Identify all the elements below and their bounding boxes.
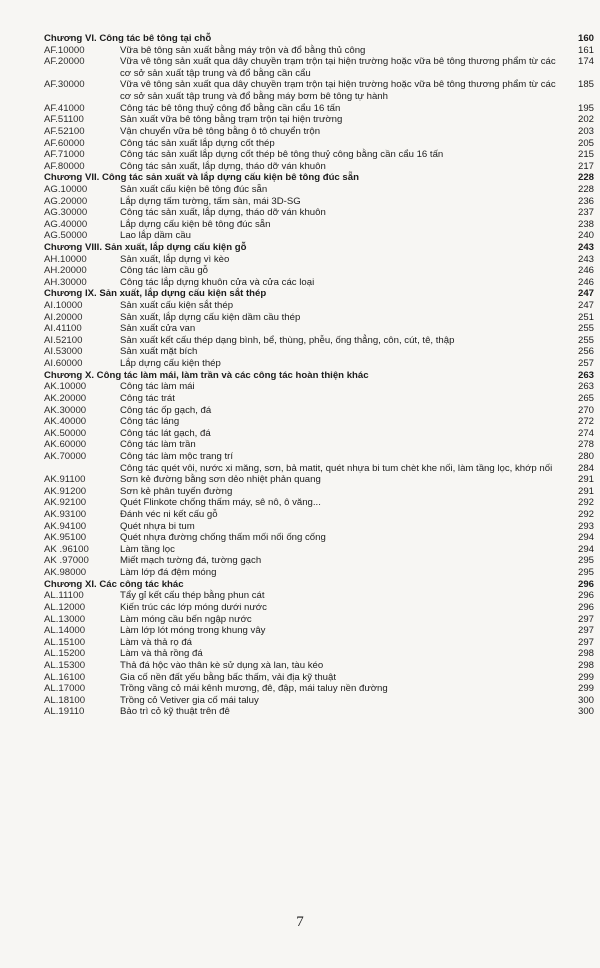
entry-title: Làm và thả rọ đá [120, 636, 192, 648]
entry-code: AK.70000 [44, 450, 87, 462]
entry-page-number: 295 [577, 567, 594, 579]
toc-entry [44, 463, 594, 475]
entry-code: AK.60000 [44, 439, 87, 451]
entry-title: Kiến trúc các lớp móng dưới nước [120, 601, 267, 613]
entry-page-number: 160 [577, 33, 594, 44]
chapter-heading [44, 370, 594, 382]
entry-code: AF.52100 [44, 125, 85, 137]
entry-code: AK.93100 [44, 509, 87, 521]
toc-entry [44, 45, 594, 57]
toc-entry [44, 602, 594, 614]
entry-page-number: 300 [577, 706, 594, 718]
entry-page-number: 228 [577, 183, 594, 195]
entry-code: AL.16100 [44, 671, 86, 683]
toc-entry [44, 672, 594, 684]
entry-title: Sản xuất cửa van [120, 323, 196, 335]
toc-entry [44, 196, 594, 208]
entry-page-number: 297 [577, 613, 594, 625]
entry-page-number: 278 [577, 439, 594, 451]
entry-title: Lao lắp dầm cầu [120, 230, 191, 242]
entry-page-number: 228 [577, 172, 594, 184]
toc-entry [44, 161, 594, 173]
toc-entry [44, 497, 594, 509]
toc-entry [44, 277, 594, 289]
entry-code: AK.94100 [44, 520, 87, 532]
entry-title: Làm tầng lọc [120, 543, 175, 555]
entry-page-number: 251 [577, 311, 594, 323]
entry-code: AF.10000 [44, 44, 85, 56]
entry-code: AK.98000 [44, 567, 87, 579]
toc-entry [44, 254, 594, 266]
toc-entry [44, 219, 594, 231]
toc-entry [44, 207, 594, 219]
entry-code: AI.20000 [44, 311, 83, 323]
entry-title: Gia cố nền đất yếu bằng bấc thấm, vải địa kỹ thuật [120, 671, 336, 683]
page-number: 7 [296, 914, 304, 930]
entry-code: AI.52100 [44, 334, 83, 346]
entry-code: AI.53000 [44, 346, 83, 358]
entry-title: Tẩy gỉ kết cấu thép bằng phun cát [120, 590, 265, 602]
entry-page-number: 295 [577, 555, 594, 567]
entry-page-number: 215 [577, 149, 594, 161]
entry-page-number: 297 [577, 636, 594, 648]
entry-code: AF.80000 [44, 160, 85, 172]
entry-code: AK.92100 [44, 497, 87, 509]
entry-title: Thả đá hộc vào thân kè sử dụng xà lan, tàu kéo [120, 659, 324, 671]
entry-code: AH.20000 [44, 265, 87, 277]
entry-title: Công tác láng [120, 416, 180, 428]
table-of-contents [44, 33, 594, 718]
entry-title: Làm và thả rồng đá [120, 648, 203, 660]
entry-page-number: 274 [577, 427, 594, 439]
entry-code: AF.60000 [44, 137, 85, 149]
entry-code: AH.30000 [44, 276, 87, 288]
entry-title: Công tác sản xuất lắp dựng cốt thép [120, 137, 275, 149]
toc-entry [44, 56, 594, 79]
entry-code: AL.11100 [44, 590, 84, 602]
entry-title: Làm lớp đá đệm móng [120, 567, 217, 579]
entry-code: AI.60000 [44, 358, 83, 370]
toc-entry [44, 405, 594, 417]
entry-page-number: 297 [577, 625, 594, 637]
toc-entry [44, 184, 594, 196]
entry-code: AK .96100 [44, 543, 89, 555]
toc-entry [44, 393, 594, 405]
entry-code: AL.18100 [44, 694, 86, 706]
entry-title: Công tác sản xuất, lắp dựng, tháo dỡ ván khuôn [120, 160, 326, 172]
toc-entry [44, 103, 594, 115]
toc-entry [44, 79, 594, 102]
entry-code: AL.15200 [44, 648, 86, 660]
toc-entry [44, 428, 594, 440]
entry-page-number: 237 [577, 207, 594, 219]
chapter-heading [44, 288, 594, 300]
entry-code: AG.20000 [44, 195, 88, 207]
entry-title: Công tác bê tông thuỷ công đổ bằng cần cẩu 16 tấn [120, 102, 341, 114]
entry-code: AF.51100 [44, 114, 84, 126]
entry-code: AL.12000 [44, 601, 86, 613]
entry-title: Sản xuất, lắp dựng cấu kiện dầm cầu thép [120, 311, 301, 323]
entry-code: AL.17000 [44, 683, 86, 695]
entry-page-number: 291 [577, 485, 594, 497]
entry-title: Sản xuất cấu kiện bê tông đúc sẵn [120, 183, 268, 195]
entry-page-number: 296 [577, 601, 594, 613]
entry-page-number: 174 [577, 56, 594, 68]
entry-page-number: 246 [577, 265, 594, 277]
entry-code: AI.10000 [44, 300, 83, 312]
entry-title: Công tác sản xuất lắp dựng cốt thép bê tông thuỷ công bằng cần cẩu 16 tấn [120, 149, 444, 161]
entry-title: Công tác làm mộc trang trí [120, 450, 234, 462]
entry-page-number: 257 [577, 358, 594, 370]
toc-entry [44, 486, 594, 498]
toc-entry [44, 706, 594, 718]
entry-title: Đánh véc ni kết cấu gỗ [120, 509, 218, 521]
entry-page-number: 205 [577, 137, 594, 149]
toc-entry [44, 265, 594, 277]
entry-title: Sản xuất, lắp dựng vì kèo [120, 253, 230, 265]
chapter-title: Chương XI. Các công tác khác [44, 578, 184, 590]
chapter-heading [44, 242, 594, 254]
entry-title: Công tác quét vôi, nước xi măng, sơn, bả matit, quét nhựa bi tum chèt khe nối, làm tầng lọc, khớp nối [120, 462, 553, 474]
toc-entry [44, 416, 594, 428]
toc-entry [44, 625, 594, 637]
entry-code: AK.91100 [44, 474, 86, 486]
entry-code: AK.50000 [44, 427, 87, 439]
entry-page-number: 256 [577, 346, 594, 358]
entry-code: AL.14000 [44, 625, 86, 637]
entry-page-number: 255 [577, 334, 594, 346]
entry-code: AK.20000 [44, 392, 87, 404]
toc-entry [44, 451, 594, 463]
entry-page-number: 246 [577, 276, 594, 288]
toc-entry [44, 590, 594, 602]
entry-page-number: 291 [577, 474, 594, 486]
entry-code: AK.91200 [44, 485, 87, 497]
entry-code: AG.30000 [44, 207, 88, 219]
entry-page-number: 263 [577, 381, 594, 393]
chapter-title: Chương X. Công tác làm mái, làm trần và các công tác hoàn thiện khác [44, 369, 369, 381]
toc-entry [44, 474, 594, 486]
entry-page-number: 243 [577, 253, 594, 265]
entry-code: AG.10000 [44, 183, 88, 195]
toc-entry [44, 335, 594, 347]
entry-page-number: 292 [577, 497, 594, 509]
chapter-title: Chương VI. Công tác bê tông tại chỗ [44, 33, 212, 44]
entry-title: Vận chuyển vữa bê tông bằng ô tô chuyển trộn [120, 125, 321, 137]
entry-title: Quét Flinkote chống thấm máy, sê nô, ô văng... [120, 497, 321, 509]
entry-title: Công tác làm mái [120, 381, 195, 393]
entry-title: Miết mạch tường đá, tường gạch [120, 555, 262, 567]
entry-code: AL.19110 [44, 706, 85, 718]
toc-entry [44, 695, 594, 707]
entry-page-number: 255 [577, 323, 594, 335]
entry-code: AK.40000 [44, 416, 87, 428]
entry-page-number: 240 [577, 230, 594, 242]
entry-title: Sản xuất cấu kiện sắt thép [120, 300, 234, 312]
toc-entry [44, 532, 594, 544]
entry-title: Lắp dựng tấm tường, tấm sàn, mái 3D-SG [120, 195, 301, 207]
entry-code: AF.20000 [44, 56, 85, 68]
entry-code: AF.71000 [44, 149, 85, 161]
entry-page-number: 217 [577, 160, 594, 172]
entry-page-number: 298 [577, 648, 594, 660]
entry-code: AK.10000 [44, 381, 87, 393]
toc-entry [44, 521, 594, 533]
toc-entry [44, 660, 594, 672]
toc-entry [44, 683, 594, 695]
chapter-title: Chương IX. Sản xuất, lắp dựng cấu kiện sắt thép [44, 288, 267, 300]
entry-title: Trồng cỏ Vetiver gia cố mái taluy [120, 694, 259, 706]
entry-page-number: 299 [577, 683, 594, 695]
entry-code: AG.50000 [44, 230, 88, 242]
entry-title: Công tác làm cầu gỗ [120, 265, 208, 277]
entry-title: Vữa vê tông sản xuất qua dây chuyền trạm trộn tại hiện trường hoặc vữa bê tông thương phẩm từ các cơ sở sản xuất tập trung và đổ bằng cần cẩu [120, 56, 556, 79]
entry-page-number: 300 [577, 694, 594, 706]
entry-title: Vữa bê tông sản xuất bằng máy trộn và đổ bằng thủ công [120, 44, 366, 56]
entry-page-number: 238 [577, 218, 594, 230]
entry-page-number: 294 [577, 532, 594, 544]
entry-page-number: 298 [577, 659, 594, 671]
toc-entry [44, 114, 594, 126]
entry-page-number: 203 [577, 125, 594, 137]
entry-page-number: 243 [577, 242, 594, 253]
entry-title: Lắp dựng cấu kiện thép [120, 358, 221, 370]
entry-page-number: 202 [577, 114, 594, 126]
chapter-title: Chương VIII. Sản xuất, lắp dựng cấu kiện gỗ [44, 242, 247, 253]
chapter-title: Chương VII. Công tác sản xuất và lắp dựng cấu kiện bê tông đúc sẵn [44, 172, 359, 184]
entry-code: AL.15100 [44, 636, 86, 648]
chapter-heading [44, 579, 594, 591]
chapter-heading [44, 33, 594, 45]
entry-title: Sản xuất kết cấu thép dạng bình, bể, thùng, phễu, ống thẳng, côn, cút, tê, thập [120, 334, 455, 346]
entry-code: AH.10000 [44, 253, 87, 265]
toc-entry [44, 614, 594, 626]
entry-page-number: 263 [577, 369, 594, 381]
entry-title: Sơn kẻ đường bằng sơn dẻo nhiệt phản quang [120, 474, 321, 486]
toc-entry [44, 346, 594, 358]
entry-title: Làm móng cầu bến ngập nước [120, 613, 252, 625]
entry-title: Quét nhựa bi tum [120, 520, 195, 532]
entry-code: AF.41000 [44, 102, 85, 114]
toc-entry [44, 439, 594, 451]
toc-entry [44, 312, 594, 324]
toc-entry [44, 509, 594, 521]
toc-entry [44, 230, 594, 242]
entry-code: AK.95100 [44, 532, 87, 544]
entry-page-number: 272 [577, 416, 594, 428]
entry-page-number: 247 [577, 300, 594, 312]
entry-page-number: 247 [577, 288, 594, 300]
entry-page-number: 299 [577, 671, 594, 683]
entry-page-number: 294 [577, 543, 594, 555]
toc-entry [44, 381, 594, 393]
toc-entry [44, 138, 594, 150]
entry-page-number: 195 [577, 102, 594, 114]
entry-title: Công tác lắp dựng khuôn cửa và cửa các loại [120, 276, 315, 288]
entry-page-number: 296 [577, 590, 594, 602]
entry-title: Bảo trì cỏ kỹ thuật trên đê [120, 706, 230, 718]
entry-code: AL.15300 [44, 659, 86, 671]
entry-title: Sản xuất mặt bích [120, 346, 198, 358]
entry-page-number: 296 [577, 578, 594, 590]
toc-entry [44, 544, 594, 556]
toc-entry [44, 567, 594, 579]
entry-title: Lắp dựng cấu kiện bê tông đúc sẵn [120, 218, 271, 230]
entry-code: AK .97000 [44, 555, 89, 567]
entry-title: Công tác sản xuất, lắp dựng, tháo dỡ ván khuôn [120, 207, 326, 219]
chapter-heading [44, 172, 594, 184]
toc-entry [44, 358, 594, 370]
toc-entry [44, 637, 594, 649]
entry-code: AG.40000 [44, 218, 88, 230]
entry-code: AF.30000 [44, 79, 85, 91]
entry-page-number: 293 [577, 520, 594, 532]
entry-title: Vữa vê tông sản xuất qua dây chuyền trạm trộn tại hiện trường hoặc vữa bê tông thương phẩm từ các cơ sở sản xuất tập trung và đổ bằng máy bơm bê tông tự hành [120, 79, 556, 103]
entry-title: Sơn kẻ phân tuyến đường [120, 485, 233, 497]
entry-title: Trồng vầng cỏ mái kênh mương, đê, đập, mái taluy nền đường [120, 683, 388, 695]
entry-title: Công tác lát gạch, đá [120, 427, 211, 439]
entry-page-number: 284 [577, 462, 594, 474]
entry-code: AK.30000 [44, 404, 87, 416]
toc-entry [44, 149, 594, 161]
entry-title: Công tác làm trần [120, 439, 196, 451]
entry-page-number: 185 [577, 79, 594, 91]
toc-entry [44, 555, 594, 567]
entry-title: Sản xuất vữa bê tông bằng trạm trộn tại hiện trường [120, 114, 343, 126]
entry-title: Công tác ốp gạch, đá [120, 404, 212, 416]
entry-title: Làm lớp lót móng trong khung vây [120, 625, 266, 637]
entry-page-number: 270 [577, 404, 594, 416]
toc-entry [44, 300, 594, 312]
entry-title: Quét nhựa đường chống thấm mối nối ống cống [120, 532, 326, 544]
toc-entry [44, 648, 594, 660]
entry-page-number: 292 [577, 509, 594, 521]
entry-code: AI.41100 [44, 323, 82, 335]
entry-page-number: 236 [577, 195, 594, 207]
toc-entry [44, 126, 594, 138]
toc-entry [44, 323, 594, 335]
entry-page-number: 280 [577, 450, 594, 462]
entry-title: Công tác trát [120, 392, 175, 404]
entry-page-number: 161 [577, 44, 594, 56]
entry-code: AL.13000 [44, 613, 86, 625]
entry-page-number: 265 [577, 392, 594, 404]
